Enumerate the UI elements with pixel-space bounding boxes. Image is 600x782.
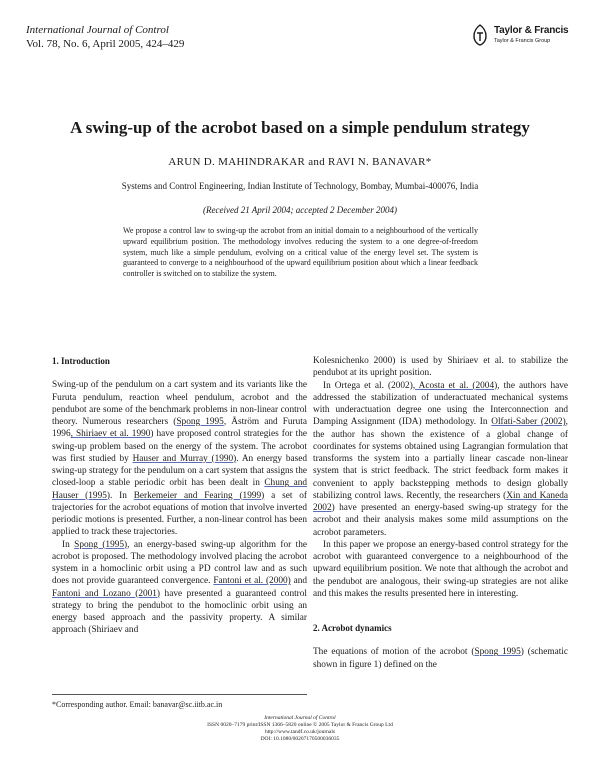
text-run: . In xyxy=(109,490,134,501)
publisher-name: Taylor & Francis xyxy=(494,25,569,36)
imprint-issn: ISSN 0020–7179 print/ISSN 1366–5820 online © 2005 Taylor & Francis Group Ltd xyxy=(207,722,393,728)
text-run: Swing-up of the pendulum on a cart system and its variants like the Furuta pendulum, reaction wheel pendulum, acrobot and the pendubot are some of the benchmark problems in non-linear control theory. Numerous researchers ( xyxy=(52,380,307,427)
taylor-francis-logo-icon xyxy=(470,24,490,46)
abstract: We propose a control law to swing-up the acrobot from an initial domain to a neighbourhood of the vertically upward equilibrium position. The methodology involves reducing the system to a one degree-of-freedom system, much like a simple pendulum, evolving on a critical value of the energy level set. The system is guaranteed to converge to a neighbourhood of the upward equilibrium position about which a linear feedback controller is switched on to stabilize the system. xyxy=(123,226,478,279)
footnote-divider xyxy=(52,694,307,695)
intro-paragraph-4 xyxy=(313,380,568,539)
text-run: In Ortega et al. (2002 xyxy=(323,380,410,391)
citation-link[interactable]: Fantoni et al. (2000) xyxy=(213,576,291,587)
text-run: , the authors have addressed the stabilization of underactuated mechanical systems with underactuation degree one using the Interconnection and Damping Assignment (IDA) methodology. In xyxy=(313,380,568,428)
article-title: A swing-up of the acrobot based on a simple pendulum strategy xyxy=(70,118,530,137)
text-run: have presented a guaranteed control strategy to bring the pendubot to the homoclinic orbit using an energy based approach and the passivity property. A similar approach (Shiriaev and xyxy=(52,588,307,636)
citation-link[interactable]: Spong (1995) xyxy=(74,539,128,550)
text-run: In this paper we propose an energy-based control strategy for the acrobot with guaranteed convergence to a neighbourhood of the upward equilibrium position. We note that although the acrobot and the pendubot are analogous, their swing-up strategies are not alike and this makes the results presented here in interesting. xyxy=(313,539,568,599)
citation-link[interactable]: Hauser and Murray (1990) xyxy=(132,453,237,464)
text-run: ) have presented an energy-based swing-up strategy for the acrobot and their analysis makes some mild assumptions on the acrobot parameters. xyxy=(313,503,568,538)
text-run: , an energy-based swing-up algorithm for the acrobot is proposed. The methodology involved placing the acrobot system in a homoclinic orbit using a PD control law and as such does not provide guaranteed convergence. xyxy=(52,539,308,587)
imprint-doi[interactable]: DOI: 10.1080/00207170500036035 xyxy=(260,736,340,742)
text-run: . An energy based swing-up strategy for the pendulum on a cart system that assigns the closed-loop a stable periodic orbit has been dealt in xyxy=(52,453,307,489)
corresponding-author-footnote: *Corresponding author. Email: banavar@sc.iitb.ac.in xyxy=(52,700,223,709)
text-run: , Åström and Furuta 1996 xyxy=(52,417,308,440)
intro-paragraph-5 xyxy=(313,539,568,600)
text-run: ) have proposed control strategies for the swing-up problem based on the energy of the system. The acrobot was first studied by xyxy=(52,429,307,464)
intro-paragraph-3 xyxy=(313,355,568,380)
citation-link[interactable]: Chung and Hauser (1995) xyxy=(52,478,307,501)
dynamics-paragraph-1 xyxy=(313,646,568,671)
publisher-subline: Taylor & Francis Group xyxy=(494,38,551,44)
imprint-url[interactable]: http://www.tandf.co.uk/journals xyxy=(264,729,336,735)
intro-paragraph-2 xyxy=(52,539,307,637)
citation-link[interactable]: Xin and Kaneda 2002 xyxy=(313,490,568,513)
received-dates: (Received 21 April 2004; accepted 2 December 2004) xyxy=(202,205,397,215)
text-run: Kolesnichenko 2000) is used by Shiriaev et al. to stabilize the pendubot at its upright position. xyxy=(313,356,568,379)
text-run: , the author has shown the existence of a global change of coordinates for systems obtained using Lagrangian formulation that transforms the system into a partially linear cascade non-linear system that is strict feedback. The strict feedback form makes it convenient to apply backstepping methods to design globally stabilizing control laws. Recently, the researchers ( xyxy=(313,417,568,501)
text-run: The equations of motion of the acrobot ( xyxy=(313,647,475,658)
citation-link[interactable]: Fantoni and Lozano (2001) xyxy=(52,588,161,599)
text-run: In xyxy=(62,539,75,550)
left-column xyxy=(52,355,307,637)
section-heading-introduction: 1. Introduction xyxy=(52,356,110,366)
publication-imprint xyxy=(0,715,600,743)
text-run: a set of trajectories for the acrobot equations of motion that involve inverted periodic motions is presented. Further, a non-linear control has been applied to track these trajectories. xyxy=(52,490,307,538)
citation-link[interactable]: Olfati-Saber (2002) xyxy=(491,417,566,428)
volume-line: Vol. 78, No. 6, April 2005, 424–429 xyxy=(26,38,185,50)
citation-link[interactable]: , Shiriaev et al. 1990 xyxy=(70,429,151,440)
right-column xyxy=(313,355,568,671)
author-affiliation: Systems and Control Engineering, Indian Institute of Technology, Bombay, Mumbai-400076, India xyxy=(121,181,479,191)
journal-name: International Journal of Control xyxy=(26,24,169,36)
text-run: and xyxy=(290,576,307,587)
citation-link[interactable]: Spong 1995 xyxy=(474,647,521,658)
citation-link[interactable]: Spong 1995 xyxy=(176,417,224,427)
imprint-journal: International Journal of Control xyxy=(264,715,336,721)
article-authors: ARUN D. MAHINDRAKAR and RAVI N. BANAVAR* xyxy=(168,156,432,168)
citation-link[interactable]: ), Acosta et al. (2004) xyxy=(409,380,498,391)
section-heading-acrobot-dynamics: 2. Acrobot dynamics xyxy=(313,623,392,633)
publisher-logo xyxy=(470,22,580,50)
intro-paragraph-1 xyxy=(52,379,307,538)
text-run: ) (schematic shown in figure 1) defined on the xyxy=(313,647,568,670)
citation-link[interactable]: Berkemeier and Fearing (1999) xyxy=(133,490,265,501)
